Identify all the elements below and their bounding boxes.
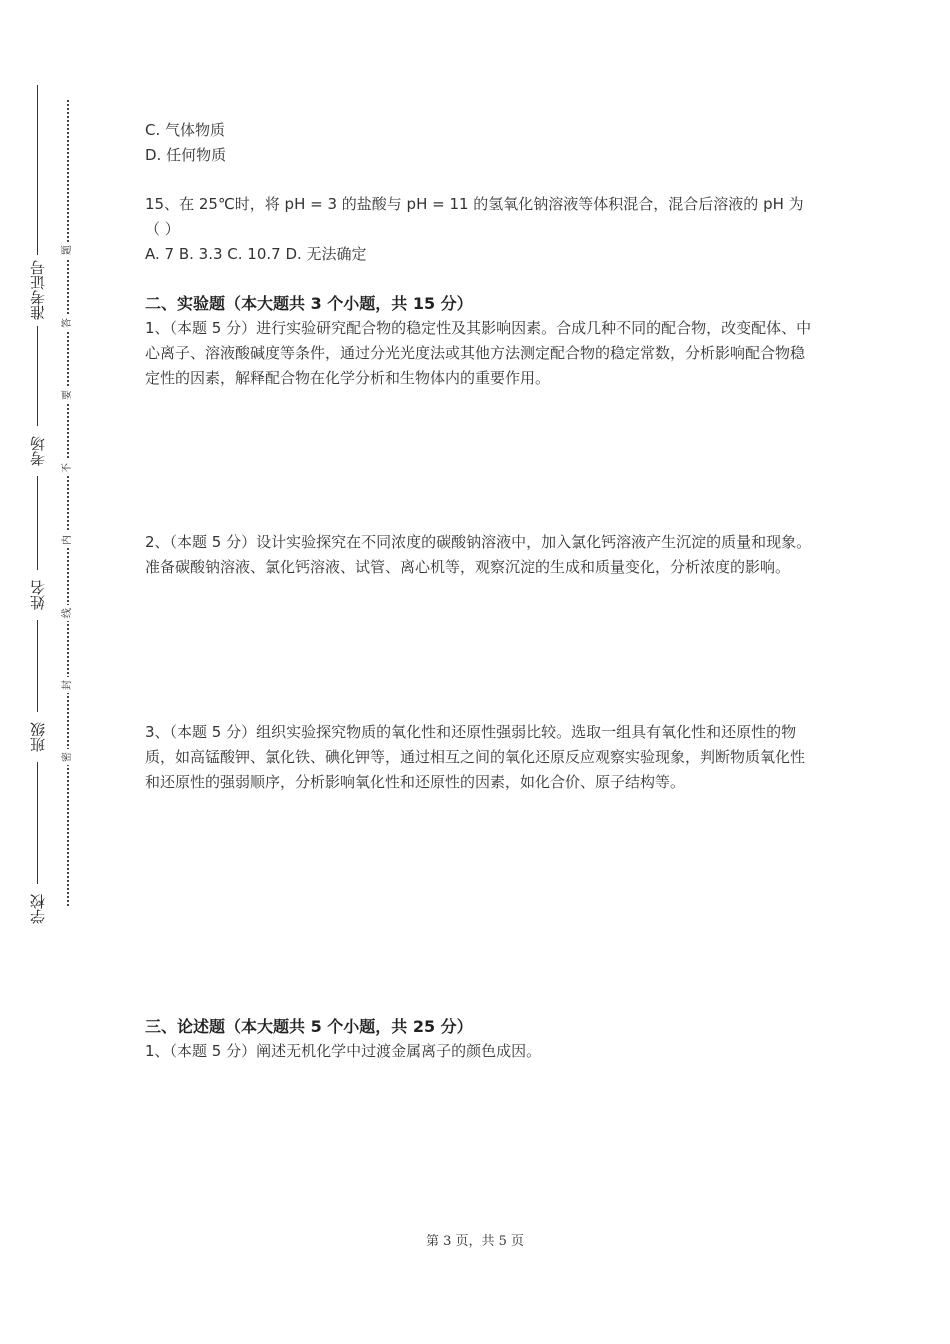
school-label: 学校 <box>29 894 47 924</box>
q14-option-c: C. 气体物质 <box>145 121 226 139</box>
section-2-question-1: 1、（本题 5 分）进行实验研究配合物的稳定性及其影响因素。合成几种不同的配合物，改变配体、中心离子、溶液酸碱度等条件，通过分光光度法或其他方法测定配合物的稳定常数，分析影响配合物稳定性的因素，解释配合物在化学分析和生物体内的重要作用。 <box>145 319 812 387</box>
q15-stem: 15、在 25℃时，将 pH = 3 的盐酸与 pH = 11 的氢氧化钠溶液等体积混合，混合后溶液的 pH 为（ ） <box>145 195 804 238</box>
seal-char: 内 <box>60 532 76 548</box>
answer-space <box>145 391 815 530</box>
seal-char: 要 <box>60 387 76 403</box>
seal-char: 答 <box>60 315 76 331</box>
exam-room-line <box>37 326 38 426</box>
answer-space <box>145 580 815 720</box>
name-label: 姓名 <box>29 580 47 610</box>
name-line <box>37 476 38 570</box>
page-footer: 第 3 页，共 5 页 <box>425 1234 525 1249</box>
q15-options: A. 7 B. 3.3 C. 10.7 D. 无法确定 <box>145 245 367 263</box>
section-2-question-2: 2、（本题 5 分）设计实验探究在不同浓度的碳酸钠溶液中，加入氯化钙溶液产生沉淀的质量和现象。准备碳酸钠溶液、氯化钙溶液、试管、离心机等，观察沉淀的生成和质量变化，分析浓度的影响。 <box>145 533 812 576</box>
exam-room-label: 考场 <box>29 436 47 466</box>
admission-number-line <box>37 85 38 255</box>
seal-char: 线 <box>60 605 76 621</box>
class-line <box>37 620 38 712</box>
class-label: 班级 <box>29 722 47 752</box>
section-3-question-1: 1、（本题 5 分）阐述无机化学中过渡金属离子的颜色成因。 <box>145 1042 542 1060</box>
seal-char: 不 <box>60 460 76 476</box>
section-3 <box>145 1014 815 1064</box>
seal-char: 题 <box>60 242 76 258</box>
section-2-title: 二、实验题（本大题共 3 个小题，共 15 分） <box>145 294 473 313</box>
school-line <box>37 762 38 884</box>
section-2-question-3: 3、（本题 5 分）组织实验探究物质的氧化性和还原性强弱比较。选取一组具有氧化性和还原性的物质，如高锰酸钾、氯化铁、碘化钾等，通过相互之间的氧化还原反应观察实验现象，判断物质氧化性和还原性的强弱顺序，分析影响氧化性和还原性的因素，如化合价、原子结构等。 <box>145 723 806 791</box>
page-content <box>145 118 815 795</box>
section-3-title: 三、论述题（本大题共 5 个小题，共 25 分） <box>145 1017 473 1036</box>
seal-char: 封 <box>60 677 76 693</box>
admission-number-label: 准考证号 <box>29 260 47 320</box>
q14-option-d: D. 任何物质 <box>145 146 227 164</box>
seal-char: 密 <box>60 749 76 765</box>
seal-dotted-line <box>67 100 69 906</box>
